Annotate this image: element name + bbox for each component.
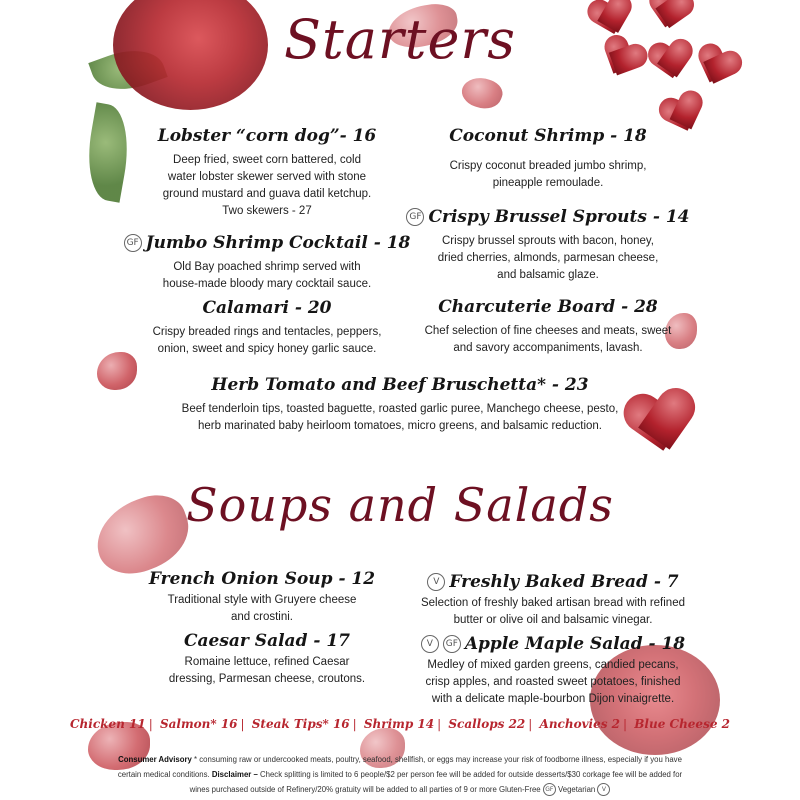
vegetarian-icon: V xyxy=(597,783,610,796)
gluten-free-icon: GF xyxy=(443,635,461,653)
item-title: Lobster “corn dog”- 16 xyxy=(157,126,377,146)
soups-salads-heading: Soups and Salads xyxy=(186,478,614,532)
item-title: Freshly Baked Bread - 7 xyxy=(449,572,679,592)
item-title: Jumbo Shrimp Cocktail - 18 xyxy=(145,233,411,253)
menu-item-coconut-shrimp xyxy=(410,126,686,192)
addon-item: Shrimp 14 xyxy=(363,717,435,731)
addon-item: Steak Tips* 16 xyxy=(251,717,350,731)
item-description: Chef selection of fine cheeses and meats, sweet and savory accompaniments, lavash. xyxy=(424,325,672,354)
menu-item-calamari xyxy=(130,298,404,358)
menu-item-charcuterie xyxy=(400,297,696,357)
gluten-free-legend-label: Gluten-Free xyxy=(499,785,541,794)
item-title: Crispy Brussel Sprouts - 14 xyxy=(428,207,690,227)
consumer-advisory-footer xyxy=(110,752,690,797)
addon-item: Blue Cheese 2 xyxy=(634,717,730,731)
addon-item: Anchovies 2 xyxy=(539,717,621,731)
menu-item-lobster xyxy=(140,126,394,220)
menu-item-caesar xyxy=(140,631,394,688)
item-description: Crispy brussel sprouts with bacon, honey, dried cherries, almonds, parmesan cheese, and balsamic glaze. xyxy=(437,235,659,281)
advisory-label: Consumer Advisory xyxy=(118,755,192,764)
gluten-free-icon: GF xyxy=(406,208,424,226)
addon-item: Scallops 22 xyxy=(448,717,526,731)
menu-item-shrimp-cocktail xyxy=(110,230,424,293)
addon-item: Chicken 11 xyxy=(70,717,146,731)
gluten-free-icon: GF xyxy=(543,783,556,796)
item-title: Apple Maple Salad - 18 xyxy=(464,634,686,654)
vegetarian-icon: V xyxy=(427,573,445,591)
item-description: Beef tenderloin tips, toasted baguette, roasted garlic puree, Manchego cheese, pesto, herb marinated baby heirloom tomatoes, micro greens, and balsamic reduction. xyxy=(181,403,619,432)
item-description: Traditional style with Gruyere cheese and crostini. xyxy=(167,594,357,623)
vegetarian-legend-label: Vegetarian xyxy=(557,785,596,794)
disclaimer-text: Check splitting is limited to 6 people/$2 per person fee will be added for outside desserts/$30 corkage fee will be added for wines purchased outside of Refinery/20% gratuity will be added to all parties of 9 or more xyxy=(189,770,683,794)
menu-item-bruschetta xyxy=(140,375,660,435)
gluten-free-icon: GF xyxy=(124,234,142,252)
item-description: Old Bay poached shrimp served with house-made bloody mary cocktail sauce. xyxy=(162,261,372,290)
item-title: Coconut Shrimp - 18 xyxy=(449,126,647,146)
item-title: Herb Tomato and Beef Bruschetta* - 23 xyxy=(211,375,589,395)
disclaimer-label: Disclaimer – xyxy=(211,770,258,779)
advisory-text: * consuming raw or undercooked meats, poultry, seafood, shellfish, or eggs may increase your risk of foodborne illness, especially if you have certain medical conditions. xyxy=(117,755,682,779)
starters-heading: Starters xyxy=(284,8,516,71)
menu-item-apple-maple xyxy=(410,631,696,708)
addons-line: Chicken 11 | Salmon* 16 | Steak Tips* 16 | Shrimp 14 | Scallops 22 | Anchovies 2 | Blue Cheese 2 xyxy=(70,717,730,731)
petal-top-center-2-decoration xyxy=(458,72,506,114)
menu-item-french-onion xyxy=(140,569,384,626)
item-description: Romaine lettuce, refined Caesar dressing, Parmesan cheese, croutons. xyxy=(168,656,366,685)
item-description: Selection of freshly baked artisan bread with refined butter or olive oil and balsamic vinegar. xyxy=(420,597,685,626)
menu-item-bread xyxy=(410,569,696,629)
menu-item-brussel-sprouts xyxy=(396,204,700,284)
item-description: Crispy coconut breaded jumbo shrimp, pineapple remoulade. xyxy=(449,160,647,189)
item-description: Deep fried, sweet corn battered, cold water lobster skewer served with stone ground mustard and guava datil ketchup. Two skewers - 27 xyxy=(162,154,372,217)
item-description: Medley of mixed garden greens, candied pecans, crisp apples, and roasted sweet potatoes, finished with a delicate maple-bourbon Dijon vinaigrette. xyxy=(425,659,681,705)
item-title: French Onion Soup - 12 xyxy=(148,569,376,589)
item-title: Charcuterie Board - 28 xyxy=(438,297,658,317)
item-title: Calamari - 20 xyxy=(202,298,332,318)
vegetarian-icon: V xyxy=(421,635,439,653)
addon-item: Salmon* 16 xyxy=(159,717,238,731)
item-description: Crispy breaded rings and tentacles, peppers, onion, sweet and spicy honey garlic sauce. xyxy=(152,326,382,355)
item-title: Caesar Salad - 17 xyxy=(183,631,351,651)
